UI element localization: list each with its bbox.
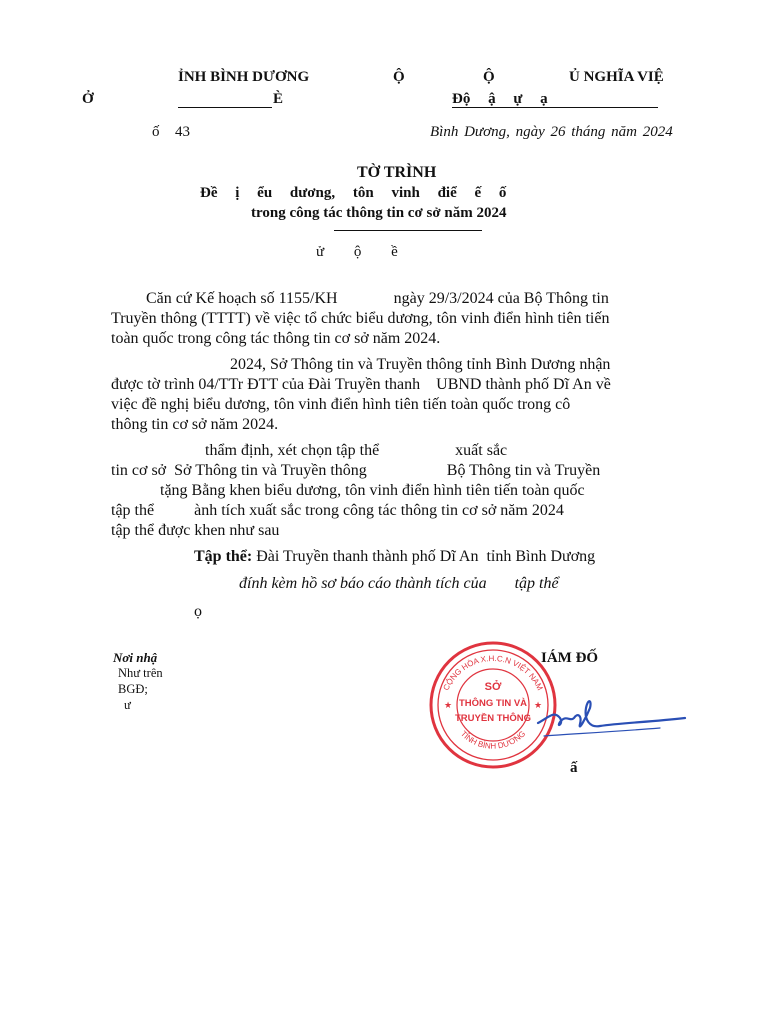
header-dept: È (273, 91, 284, 107)
para3-line-1: thẩm định, xét chọn tập thể xuất sắc (205, 442, 508, 459)
signature-title: IÁM ĐỐ (541, 650, 599, 666)
stamp-center-1: SỞ (484, 681, 502, 693)
doc-number: 43 (175, 124, 190, 140)
header-agency: Ở (82, 91, 94, 107)
para1-line-1: Căn cứ Kế hoạch số 1155/KH ngày 29/3/2024 của Bộ Thông tin (146, 290, 609, 307)
collective-line (194, 548, 595, 566)
collective-label: Tập thể: (194, 548, 253, 565)
header-province: ỈNH BÌNH DƯƠNG (178, 69, 310, 85)
doc-number-prefix: ố (152, 124, 160, 140)
para1-line-2: Truyền thông (TTTT) về việc tổ chức biểu dương, tôn vinh điển hình tiên tiến (111, 310, 610, 327)
title-underline (334, 230, 482, 231)
para3-line-3: tặng Bằng khen biểu dương, tôn vinh điển hình tiên tiến toàn quốc (160, 482, 585, 499)
para2-line-4: thông tin cơ sở năm 2024. (111, 416, 279, 433)
stamp-bottom-text: TỈNH BÌNH DƯƠNG (458, 729, 528, 751)
para3-line-4: tập thể ành tích xuất sắc trong công tác thông tin cơ sở năm 2024 (111, 502, 564, 519)
stamp-ring-text: CỘNG HÒA X.H.C.N VIỆT NAM (441, 653, 545, 692)
header-motto-underline (452, 107, 658, 108)
collective-value: Đài Truyền thanh thành phố Dĩ An tỉnh Bình Dương (256, 548, 596, 565)
stamp-star-right-icon: ★ (533, 700, 543, 710)
para3-line-2: tin cơ sở Sở Thông tin và Truyền thông Bộ Thông tin và Truyền (111, 462, 601, 479)
subject-line-2: trong công tác thông tin cơ sở năm 2024 (251, 205, 507, 221)
recipient-item-2: BGĐ; (118, 682, 148, 696)
handwritten-signature (530, 678, 690, 748)
header-motto: Độ ậ ự ạ (452, 91, 548, 107)
recipient-item-1: Như trên (118, 666, 163, 680)
recipients-label: Nơi nhậ (113, 650, 158, 665)
para1-line-3: toàn quốc trong công tác thông tin cơ sở năm 2024. (111, 330, 441, 347)
header-left-underline (178, 107, 272, 108)
recipient-line: ử ộ ề (316, 244, 398, 260)
document-title: TỜ TRÌNH (357, 164, 437, 181)
para3-line-5: tập thể được khen như sau (111, 522, 280, 539)
attachment-note: đính kèm hồ sơ báo cáo thành tích của tập thể (239, 575, 559, 592)
header-nation-1: Ộ (393, 69, 405, 85)
closing-text: ọ (194, 603, 202, 620)
subject-line-1: Đề ị ểu dương, tôn vinh điể ế ố (200, 185, 507, 201)
stamp-center-3: TRUYỀN THÔNG (455, 713, 531, 724)
para2-line-3: việc đề nghị biểu dương, tôn vinh điển hình tiên tiến toàn quốc trong cô (111, 396, 571, 413)
recipient-item-3: ư (124, 698, 131, 712)
place-date: Bình Dương, ngày 26 tháng năm 2024 (430, 124, 673, 140)
para2-line-2: được tờ trình 04/TTr ĐTT của Đài Truyền thanh UBND thành phố Dĩ An về (111, 376, 611, 393)
stamp-center-2: THÔNG TIN VÀ (458, 698, 528, 709)
header-nation-3: Ủ NGHĨA VIỆ (569, 69, 664, 85)
header-nation-2: Ộ (483, 69, 495, 85)
para2-line-1: 2024, Sở Thông tin và Truyền thông tỉnh Bình Dương nhận (230, 356, 611, 373)
signer-name-fragment: ấ (570, 760, 578, 776)
stamp-star-left-icon: ★ (443, 700, 453, 710)
